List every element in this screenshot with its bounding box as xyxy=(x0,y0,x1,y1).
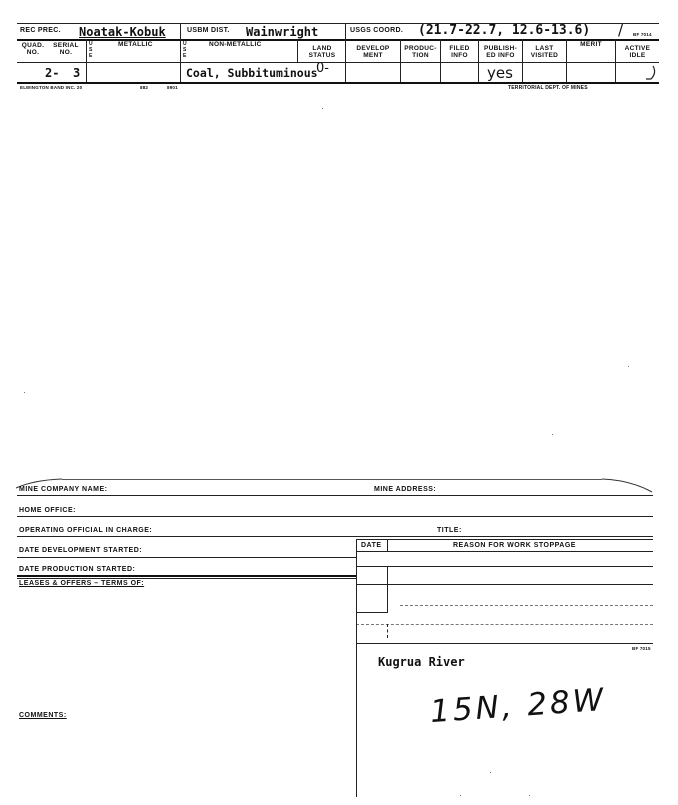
stoppage-header-bottom xyxy=(356,551,653,552)
form-top-rule xyxy=(62,479,602,480)
active-idle-mark xyxy=(644,64,658,82)
header-bottom-rule xyxy=(17,39,659,41)
leases-offers-label: LEASES & OFFERS – TERMS OF: xyxy=(19,580,145,587)
rec-prec-label: REC PREC. xyxy=(20,27,61,34)
stoppage-date-col-line xyxy=(387,624,388,638)
land-status-value: 0- xyxy=(316,61,329,76)
scan-speck xyxy=(628,366,629,367)
col-quad-no: QUAD. NO. xyxy=(21,42,45,56)
stoppage-row-rule xyxy=(356,584,653,585)
operating-official-rule xyxy=(17,536,653,537)
stoppage-row-rule xyxy=(400,605,653,606)
operating-official-label: OPERATING OFFICIAL IN CHARGE: xyxy=(19,527,153,534)
date-development-label: DATE DEVELOPMENT STARTED: xyxy=(19,547,143,554)
usbm-dist-value: Wainwright xyxy=(246,25,319,39)
stoppage-row-rule xyxy=(356,624,653,625)
non-metallic-value: Coal, Subbituminous xyxy=(186,66,318,80)
serial-no-value: 3 xyxy=(73,66,81,80)
stoppage-row-rule xyxy=(356,643,653,644)
col-active-idle: ACTIVE IDLE xyxy=(624,45,651,59)
col-production: PRODUC- TION xyxy=(404,45,437,59)
data-row-bottom-rule xyxy=(17,82,659,84)
home-office-label: HOME OFFICE: xyxy=(19,507,76,514)
col-non-metallic: NON-METALLIC xyxy=(209,41,262,48)
usgs-coord-value: (21.7-22.7, 12.6-13.6) xyxy=(418,23,591,38)
col-use-2: U S E xyxy=(183,41,187,59)
usgs-coord-label: USGS COORD. xyxy=(350,27,404,34)
quad-no-value: 2- xyxy=(45,66,60,80)
published-info-value: yes xyxy=(487,64,513,82)
stoppage-reason-header: REASON FOR WORK STOPPAGE xyxy=(453,542,576,549)
title-label: TITLE: xyxy=(437,527,462,534)
date-production-rule-2 xyxy=(17,578,356,579)
col-merit: MERIT xyxy=(580,41,602,48)
stoppage-row-rule xyxy=(356,612,388,613)
printer-imprint: ELWINGTON BAND INC. 20 xyxy=(20,85,83,90)
location-typed: Kugrua River xyxy=(378,655,465,669)
date-production-rule xyxy=(17,575,356,577)
scan-speck xyxy=(460,795,461,796)
column-divider xyxy=(180,39,181,82)
form-vertical-divider xyxy=(356,539,357,797)
slash-mark: / xyxy=(618,21,624,39)
usbm-dist-label: USBM DIST. xyxy=(187,27,230,34)
scan-speck xyxy=(490,772,491,773)
rec-prec-value: Noatak-Kobuk xyxy=(79,25,166,39)
col-use-1: U S E xyxy=(89,41,93,59)
header-divider xyxy=(180,23,181,39)
form-number-top: BF 7014 xyxy=(633,32,652,37)
print-code-2: 8901 xyxy=(167,85,178,90)
column-divider xyxy=(86,39,87,82)
column-divider xyxy=(297,39,298,62)
column-header-rule xyxy=(17,62,659,63)
mine-address-label: MINE ADDRESS: xyxy=(374,486,437,493)
scan-speck xyxy=(529,795,530,796)
scan-speck xyxy=(322,108,323,109)
department-name: TERRITORIAL DEPT. OF MINES xyxy=(508,85,588,91)
stoppage-date-header: DATE xyxy=(361,542,382,549)
header-divider xyxy=(345,23,346,39)
stoppage-date-divider xyxy=(387,539,388,551)
handwritten-township-range: 15N, 28W xyxy=(428,681,608,731)
print-code-1: 882 xyxy=(140,85,149,90)
col-filed-info: FILED INFO xyxy=(449,45,470,59)
form-number-bottom: BF 7015 xyxy=(632,646,651,651)
stoppage-row-rule xyxy=(356,566,653,567)
mine-company-rule xyxy=(17,495,653,496)
col-development: DEVELOP MENT xyxy=(356,45,390,59)
col-serial-no: SERIAL NO. xyxy=(53,42,79,56)
form-corner-curve xyxy=(600,476,654,494)
date-development-rule xyxy=(17,557,356,558)
scan-speck xyxy=(24,392,25,393)
scan-speck xyxy=(552,434,553,435)
col-last-visited: LAST VISITED xyxy=(530,45,559,59)
home-office-rule xyxy=(17,516,653,517)
col-land-status: LAND STATUS xyxy=(308,45,336,59)
stoppage-header-rule xyxy=(356,539,653,540)
comments-label: COMMENTS: xyxy=(19,712,67,719)
date-production-label: DATE PRODUCTION STARTED: xyxy=(19,566,136,573)
col-published-info: PUBLISH- ED INFO xyxy=(483,45,518,59)
mine-company-name-label: MINE COMPANY NAME: xyxy=(19,486,108,493)
stoppage-date-col-line xyxy=(387,566,388,612)
col-metallic: METALLIC xyxy=(118,41,153,48)
